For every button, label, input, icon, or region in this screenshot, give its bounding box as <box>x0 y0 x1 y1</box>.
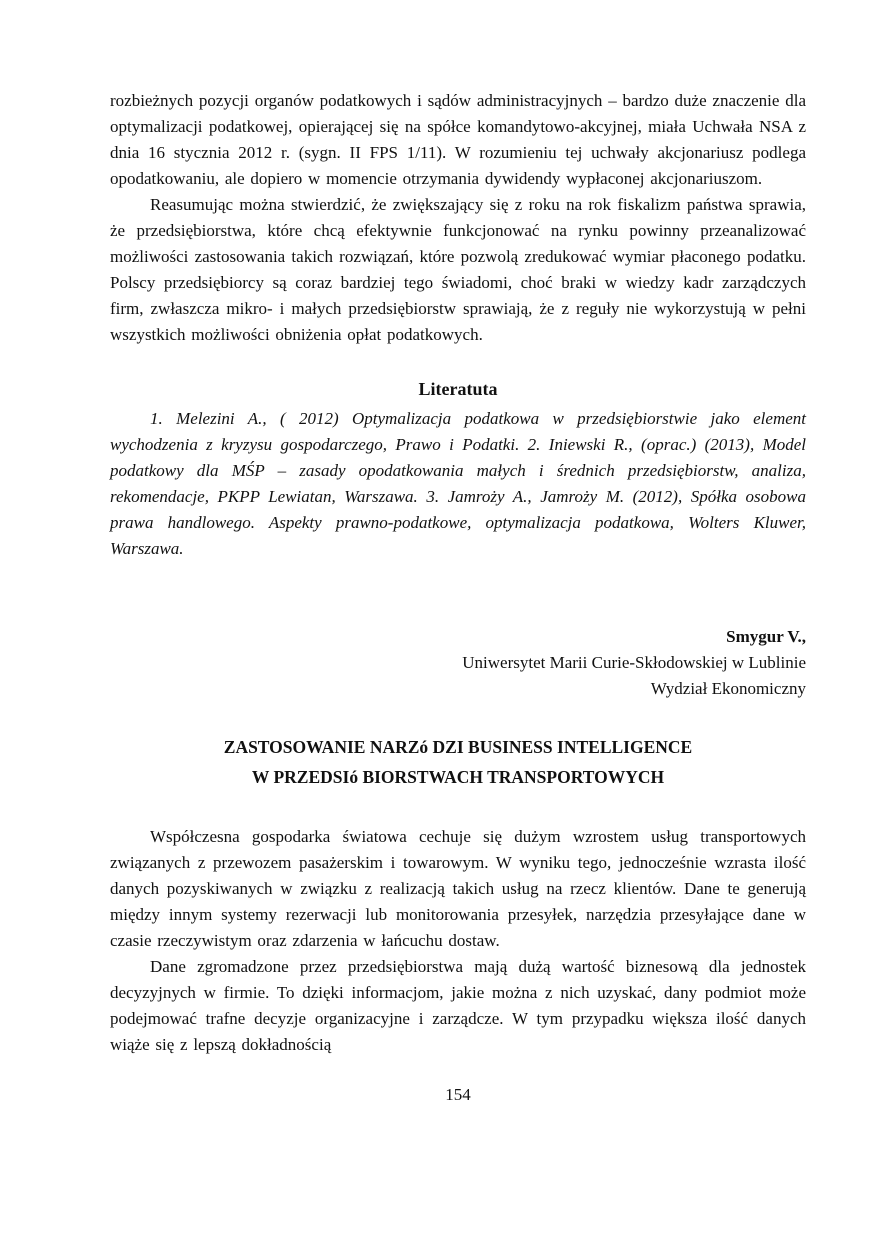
literature-references: 1. Melezini A., ( 2012) Optymalizacja podatkowa w przedsiębiorstwie jako element wychodzenia z kryzysu gospodarczego, Prawo i Podatki. 2. Iniewski R., (oprac.) (2013), Model podatkowy dla MŚP – zasady opodatkowania małych i średnich przedsiębiorstw, analiza, rekomendacje, PKPP Lewiatan, Warszawa. 3. Jamroży A., Jamroży M. (2012), Spółka osobowa prawa handlowego. Aspekty prawno-podatkowe, optymalizacja podatkowa, Wolters Kluwer, Warszawa. <box>110 409 806 558</box>
body-paragraph-2: Dane zgromadzone przez przedsiębiorstwa mają dużą wartość biznesową dla jednostek decyzyjnych w firmie. To dzięki informacjom, jakie można z nich uzyskać, dany podmiot może podejmować trafne decyzje organizacyjne i zarządcze. W tym przypadku większa ilość danych wiąże się z lepszą dokładnością <box>110 957 806 1054</box>
article-title <box>110 732 806 792</box>
author-name: Smygur V., <box>726 627 806 646</box>
body-paragraph-1: Współczesna gospodarka światowa cechuje się dużym wzrostem usług transportowych związanych z przewozem pasażerskim i towarowym. W wyniku tego, jednocześnie wzrasta ilość danych pozyskiwanych w związku z realizacją takich usług na rzecz klientów. Dane te generują między innym systemy rezerwacji lub monitorowania przesyłek, narzędzia przesyłające dane w czasie rzeczywistym oraz zdarzenia w łańcuchu dostaw. <box>110 827 806 950</box>
literature-heading: Literatuta <box>418 379 498 399</box>
article-title-line-2: W PRZEDSIó BIORSTWACH TRANSPORTOWYCH <box>251 767 665 787</box>
page-number: 154 <box>445 1085 471 1104</box>
author-block <box>110 624 806 702</box>
article-title-line-1: ZASTOSOWANIE NARZó DZI BUSINESS INTELLIGENCE <box>223 737 693 757</box>
paragraph-summary: Reasumując można stwierdzić, że zwiększający się z roku na rok fiskalizm państwa sprawia, że przedsiębiorstwa, które chcą efektywnie funkcjonować na rynku powinny przeanalizować możliwości zastosowania takich rozwiązań, które pozwolą zredukować wymiar płaconego podatku. Polscy przedsiębiorcy są coraz bardziej tego świadomi, choć braki w wiedzy kadr zarządczych firm, zwłaszcza mikro- i małych przedsiębiorstw sprawiają, że z reguły nie wykorzystują w pełni wszystkich możliwości obniżenia opłat podatkowych. <box>110 195 806 344</box>
paragraph-continuation: rozbieżnych pozycji organów podatkowych i sądów administracyjnych – bardzo duże znaczenie dla optymalizacji podatkowej, opierającej się na spółce komandytowo-akcyjnej, miała Uchwała NSA z dnia 16 stycznia 2012 r. (sygn. II FPS 1/11). W rozumieniu tej uchwały akcjonariusz podlega opodatkowaniu, ale dopiero w momencie otrzymania dywidendy wypłaconej akcjonariuszom. <box>110 91 806 188</box>
author-department: Wydział Ekonomiczny <box>650 679 806 698</box>
author-affiliation: Uniwersytet Marii Curie-Skłodowskiej w Lublinie <box>462 653 806 672</box>
